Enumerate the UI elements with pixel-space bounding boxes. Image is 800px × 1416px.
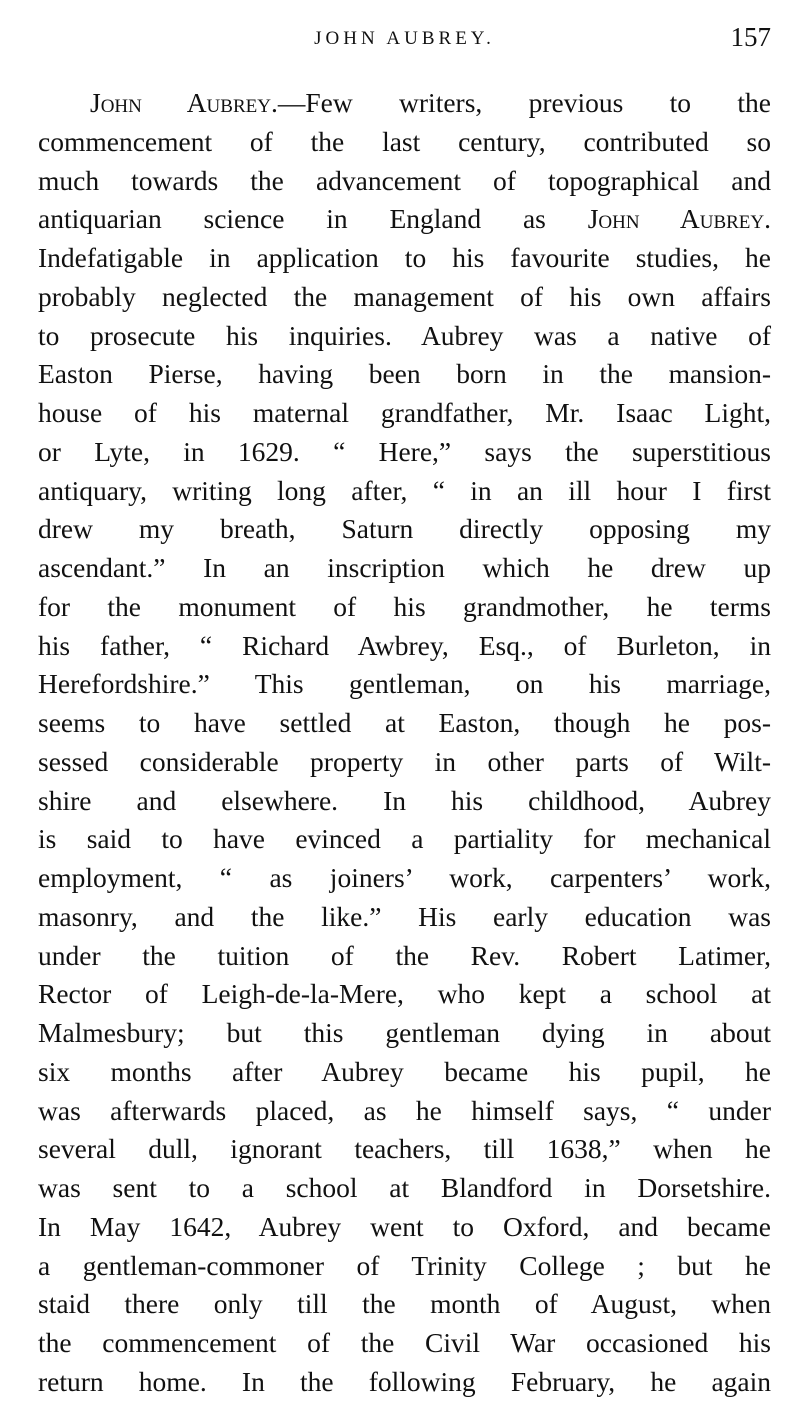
text-line: shire and elsewhere. In his childhood, Aubrey (38, 784, 771, 816)
text-line: employment, “ as joiners’ work, carpenters’ work, (38, 862, 771, 893)
text-line: several dull, ignorant teachers, till 1638,” when he (38, 1133, 771, 1165)
body-text (38, 84, 771, 1402)
text-line: for the monument of his grandmother, he terms (38, 590, 771, 622)
text-line: John Aubrey.—Few writers, previous to the (90, 87, 771, 118)
text-line: staid there only till the month of August, when (38, 1288, 771, 1320)
text-line: six months after Aubrey became his pupil, he (38, 1055, 771, 1087)
author-name: John Aubrey. (90, 87, 278, 118)
text-line: antiquary, writing long after, “ in an ill hour I first (38, 474, 771, 506)
text-line: masonry, and the like.” His early education was (38, 900, 771, 932)
text-line: his father, “ Richard Awbrey, Esq., of Burleton, in (38, 629, 771, 661)
text-line: drew my breath, Saturn directly opposing my (38, 513, 771, 545)
author-name: John Aubrey. (587, 203, 771, 235)
text-line: was afterwards placed, as he himself says, “ under (38, 1094, 771, 1126)
page-number: 157 (730, 22, 771, 52)
text-line: is said to have evinced a partiality for mechanical (38, 823, 771, 855)
text-line: return home. In the following February, he again (38, 1365, 771, 1397)
text-line: to prosecute his inquiries. Aubrey was a native of (38, 319, 771, 351)
text-line: house of his maternal grandfather, Mr. Isaac Light, (38, 397, 771, 428)
text-line: Easton Pierse, having been born in the mansion- (38, 358, 771, 390)
text-line: commencement of the last century, contributed so (38, 125, 771, 157)
text-line: Malmesbury; but this gentleman dying in about (38, 1017, 771, 1048)
text-line: probably neglected the management of his own affairs (38, 280, 771, 312)
text-line: seems to have settled at Easton, though he pos- (38, 707, 771, 738)
text-line: a gentleman-commoner of Trinity College ; but he (38, 1249, 771, 1281)
text-line: antiquarian science in England as John Aubrey. (38, 203, 771, 235)
text-line: was sent to a school at Blandford in Dorsetshire. (38, 1172, 771, 1203)
page-header (38, 22, 771, 58)
text-line: the commencement of the Civil War occasioned his (38, 1327, 771, 1358)
text-line: sessed considerable property in other parts of Wilt- (38, 745, 771, 777)
text-line: Rector of Leigh-de-la-Mere, who kept a school at (38, 978, 771, 1010)
running-title: JOHN AUBREY. (314, 28, 495, 49)
text-line: ascendant.” In an inscription which he drew up (38, 552, 771, 583)
text-line: Herefordshire.” This gentleman, on his marriage, (38, 668, 771, 700)
text-line: Indefatigable in application to his favourite studies, he (38, 242, 771, 273)
text-line: In May 1642, Aubrey went to Oxford, and became (38, 1210, 771, 1242)
text-line: or Lyte, in 1629. “ Here,” says the superstitious (38, 435, 771, 467)
text-line: much towards the advancement of topographical and (38, 164, 771, 196)
text-line: under the tuition of the Rev. Robert Latimer, (38, 939, 771, 971)
